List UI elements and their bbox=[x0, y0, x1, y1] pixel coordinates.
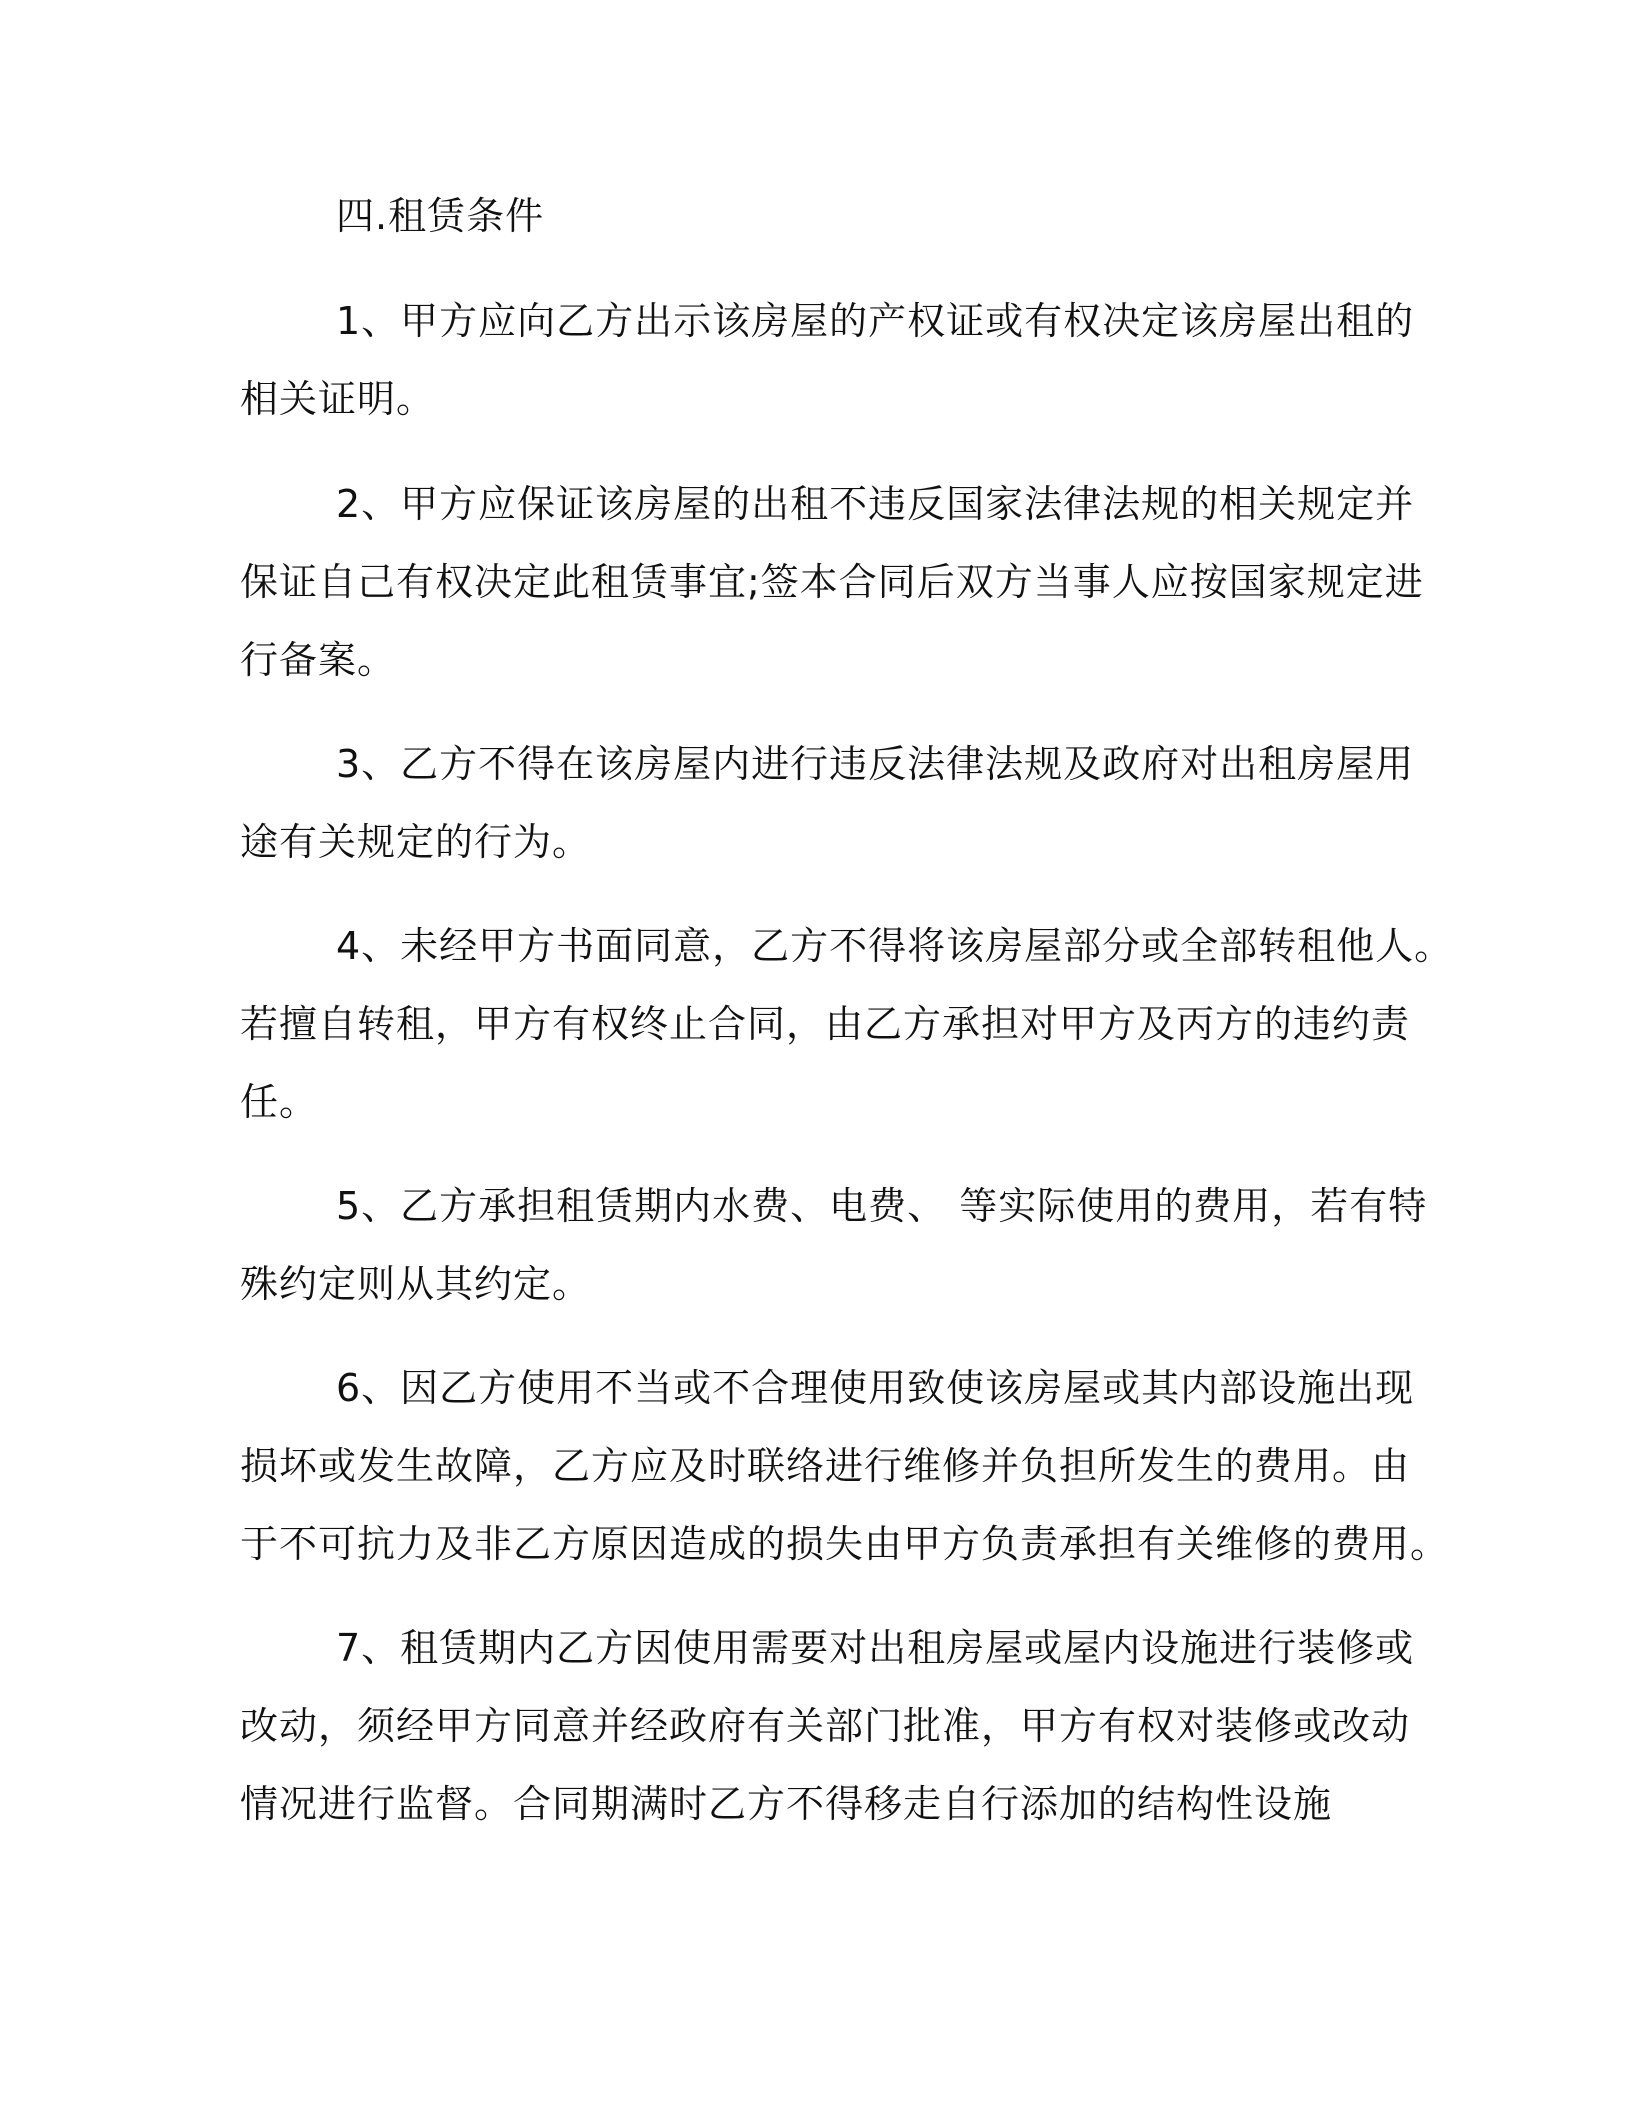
paragraph-5-line-1: 5、乙方承担租赁期内水费、电费、 等实际使用的费用，若有特 bbox=[336, 1184, 1428, 1228]
section-heading: 四.租赁条件 bbox=[336, 194, 545, 238]
paragraph-6-line-1: 6、因乙方使用不当或不合理使用致使该房屋或其内部设施出现 bbox=[336, 1366, 1415, 1410]
paragraph-4-line-1: 4、未经甲方书面同意，乙方不得将该房屋部分或全部转租他人。 bbox=[336, 924, 1454, 968]
paragraph-2-line-3: 行备案。 bbox=[240, 638, 397, 682]
paragraph-3-line-1: 3、乙方不得在该房屋内进行违反法律法规及政府对出租房屋用 bbox=[336, 742, 1415, 786]
paragraph-6-line-3: 于不可抗力及非乙方原因造成的损失由甲方负责承担有关维修的费用。 bbox=[240, 1522, 1450, 1566]
paragraph-2-line-2: 保证自己有权决定此租赁事宜;签本合同后双方当事人应按国家规定进 bbox=[240, 560, 1424, 604]
paragraph-7-line-1: 7、租赁期内乙方因使用需要对出租房屋或屋内设施进行装修或 bbox=[336, 1626, 1415, 1670]
paragraph-3-line-2: 途有关规定的行为。 bbox=[240, 820, 592, 864]
paragraph-5-line-2: 殊约定则从其约定。 bbox=[240, 1262, 592, 1306]
paragraph-6-line-2: 损坏或发生故障，乙方应及时联络进行维修并负担所发生的费用。由 bbox=[240, 1444, 1411, 1488]
paragraph-7-line-3: 情况进行监督。合同期满时乙方不得移走自行添加的结构性设施 bbox=[240, 1782, 1333, 1826]
paragraph-7-line-2: 改动，须经甲方同意并经政府有关部门批准，甲方有权对装修或改动 bbox=[240, 1704, 1411, 1748]
paragraph-1-line-1: 1、甲方应向乙方出示该房屋的产权证或有权决定该房屋出租的 bbox=[336, 299, 1415, 343]
paragraph-2-line-1: 2、甲方应保证该房屋的出租不违反国家法律法规的相关规定并 bbox=[336, 482, 1415, 526]
paragraph-4-line-3: 任。 bbox=[240, 1080, 319, 1124]
paragraph-4-line-2: 若擅自转租，甲方有权终止合同，由乙方承担对甲方及丙方的违约责 bbox=[240, 1002, 1411, 1046]
paragraph-1-line-2: 相关证明。 bbox=[240, 377, 436, 421]
